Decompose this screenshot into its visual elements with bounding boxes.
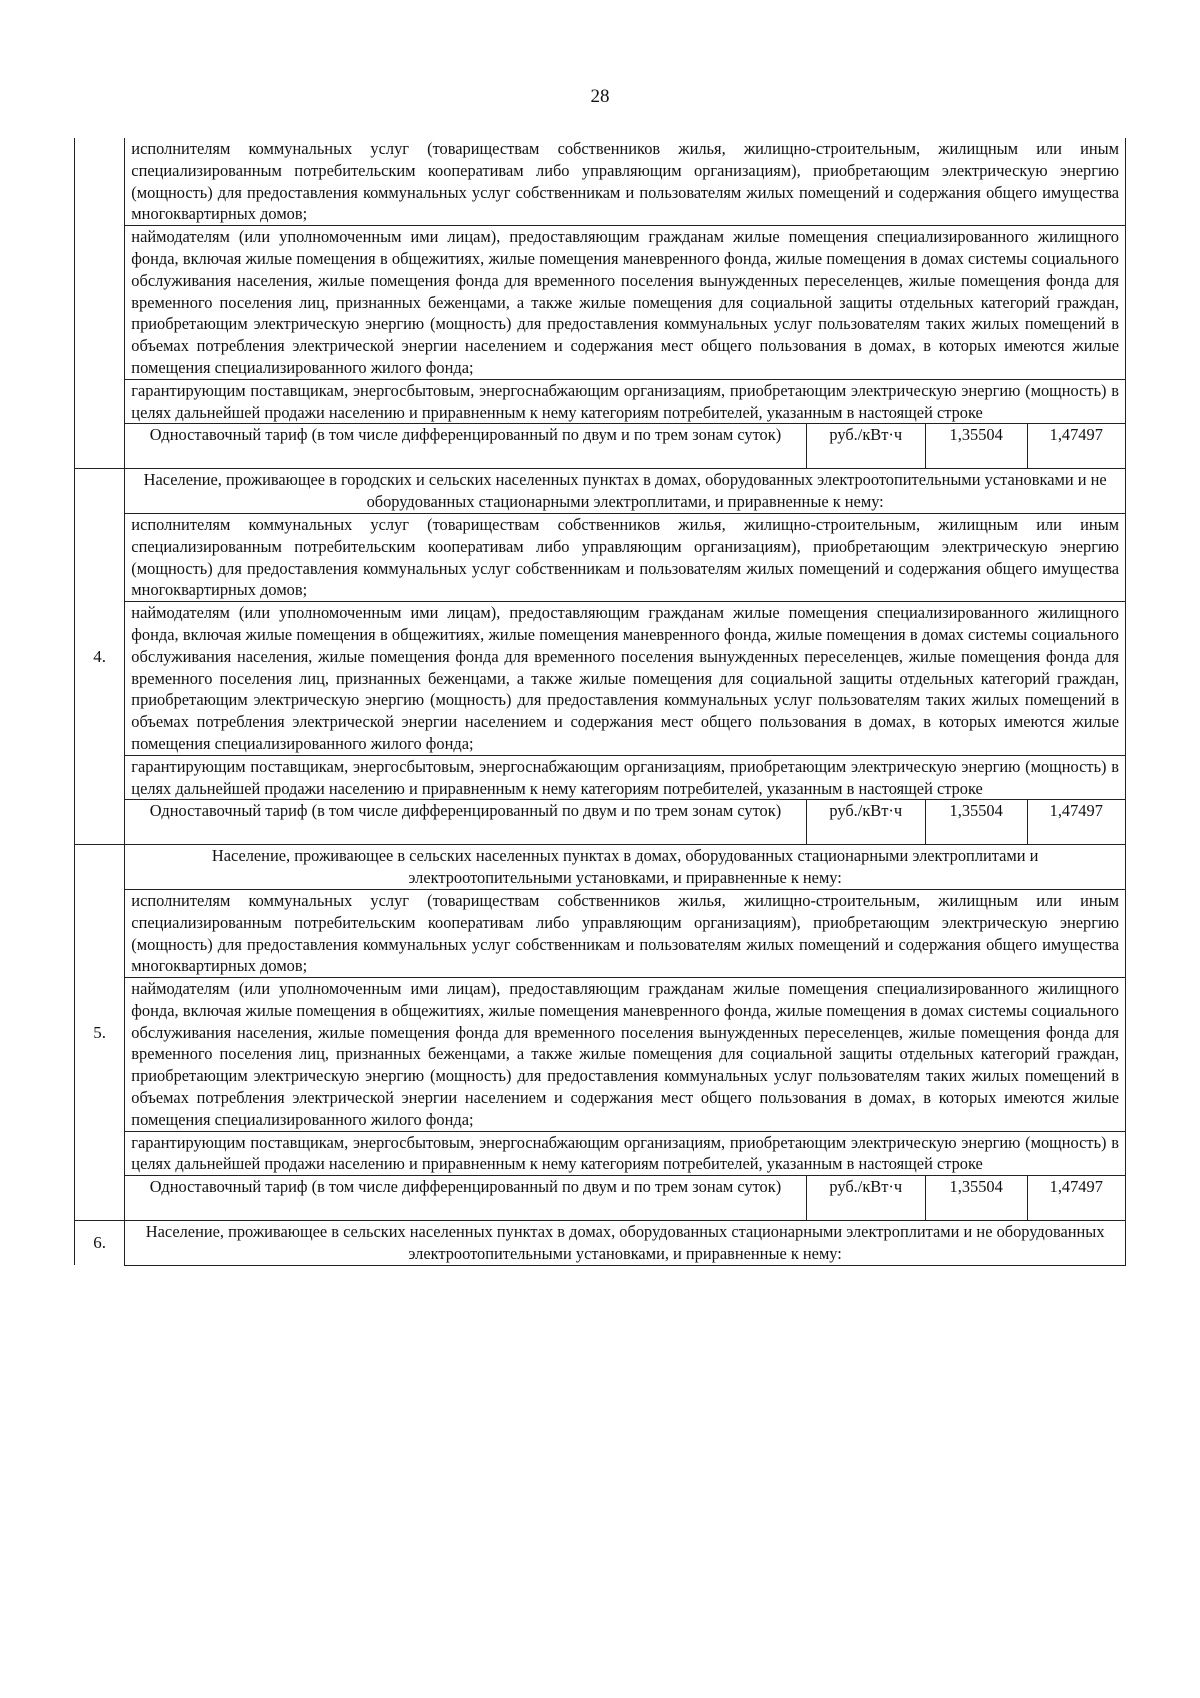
- consumer-group-executors: исполнителям коммунальных услуг (товариществам собственников жилья, жилищно-строительным, жилищным или иным специализированным потребительским кооперативам либо управляющим организациям), приобретающим электрическую энергию (мощность) для предоставления коммунальных услуг собственникам и пользователям жилых помещений и содержания общего имущества многоквартирных домов;: [125, 513, 1126, 601]
- consumer-group-suppliers: гарантирующим поставщикам, энергосбытовым, энергоснабжающим организациям, приобретающим электрическую энергию (мощность) в целях дальнейшей продажи населению и приравненным к нему категориям потребителей, указанным в настоящей строке: [125, 1131, 1126, 1176]
- tariff-value-first-half: 1,35504: [925, 800, 1027, 845]
- table-row: [75, 469, 1126, 514]
- tariff-unit: руб./кВт·ч: [806, 424, 925, 469]
- section-heading: Население, проживающее в сельских населенных пунктах в домах, оборудованных стационарными электроплитами и электроотопительными установками, и приравненные к нему:: [125, 845, 1126, 890]
- tariff-value-first-half: 1,35504: [925, 1176, 1027, 1221]
- consumer-group-executors: исполнителям коммунальных услуг (товариществам собственников жилья, жилищно-строительным, жилищным или иным специализированным потребительским кооперативам либо управляющим организациям), приобретающим электрическую энергию (мощность) для предоставления коммунальных услуг собственникам и пользователям жилых помещений и содержания общего имущества многоквартирных домов;: [125, 889, 1126, 977]
- table-row: [75, 845, 1126, 890]
- consumer-group-suppliers: гарантирующим поставщикам, энергосбытовым, энергоснабжающим организациям, приобретающим электрическую энергию (мощность) в целях дальнейшей продажи населению и приравненным к нему категориям потребителей, указанным в настоящей строке: [125, 379, 1126, 424]
- tariff-value-second-half: 1,47497: [1027, 800, 1125, 845]
- tariff-row: [75, 800, 1126, 845]
- tariff-unit: руб./кВт·ч: [806, 1176, 925, 1221]
- tariff-name: Одноставочный тариф (в том числе дифференцированный по двум и по трем зонам суток): [125, 424, 806, 469]
- tariff-row: [75, 1176, 1126, 1221]
- tariff-table: [74, 138, 1126, 1266]
- table-row: [75, 226, 1126, 380]
- consumer-group-landlords: наймодателям (или уполномоченным ими лицам), предоставляющим гражданам жилые помещения специализированного жилищного фонда, включая жилые помещения в общежитиях, жилые помещения маневренного фонда, жилые помещения в домах системы социального обслуживания населения, жилые помещения фонда для временного поселения вынужденных переселенцев, жилые помещения фонда для временного поселения лиц, признанных беженцами, а также жилые помещения для социальной защиты отдельных категорий граждан, приобретающим электрическую энергию (мощность) для предоставления коммунальных услуг пользователям таких жилых помещений в объемах потребления электрической энергии населением и содержания мест общего пользования в домах, в которых имеются жилые помещения специализированного жилого фонда;: [125, 978, 1126, 1132]
- tariff-unit: руб./кВт·ч: [806, 800, 925, 845]
- table-row: [75, 138, 1126, 226]
- consumer-group-suppliers: гарантирующим поставщикам, энергосбытовым, энергоснабжающим организациям, приобретающим электрическую энергию (мощность) в целях дальнейшей продажи населению и приравненным к нему категориям потребителей, указанным в настоящей строке: [125, 755, 1126, 800]
- table-row: [75, 889, 1126, 977]
- table-row: [75, 513, 1126, 601]
- tariff-name: Одноставочный тариф (в том числе дифференцированный по двум и по трем зонам суток): [125, 800, 806, 845]
- row-number: 6.: [75, 1221, 125, 1266]
- table-row: [75, 602, 1126, 756]
- section-heading: Население, проживающее в сельских населенных пунктах в домах, оборудованных стационарными электроплитами и не оборудованных электроотопительными установками, и приравненные к нему:: [125, 1221, 1126, 1266]
- table-row: [75, 978, 1126, 1132]
- table-row: [75, 1131, 1126, 1176]
- consumer-group-landlords: наймодателям (или уполномоченным ими лицам), предоставляющим гражданам жилые помещения специализированного жилищного фонда, включая жилые помещения в общежитиях, жилые помещения маневренного фонда, жилые помещения в домах системы социального обслуживания населения, жилые помещения фонда для временного поселения вынужденных переселенцев, жилые помещения фонда для временного поселения лиц, признанных беженцами, а также жилые помещения для социальной защиты отдельных категорий граждан, приобретающим электрическую энергию (мощность) для предоставления коммунальных услуг пользователям таких жилых помещений в объемах потребления электрической энергии населением и содержания мест общего пользования в домах, в которых имеются жилые помещения специализированного жилого фонда;: [125, 226, 1126, 380]
- section-heading: Население, проживающее в городских и сельских населенных пунктах в домах, оборудованных электроотопительными установками и не оборудованных стационарными электроплитами, и приравненные к нему:: [125, 469, 1126, 514]
- tariff-row: [75, 424, 1126, 469]
- row-number: 4.: [75, 469, 125, 845]
- tariff-value-second-half: 1,47497: [1027, 424, 1125, 469]
- consumer-group-landlords: наймодателям (или уполномоченным ими лицам), предоставляющим гражданам жилые помещения специализированного жилищного фонда, включая жилые помещения в общежитиях, жилые помещения маневренного фонда, жилые помещения в домах системы социального обслуживания населения, жилые помещения фонда для временного поселения вынужденных переселенцев, жилые помещения фонда для временного поселения лиц, признанных беженцами, а также жилые помещения для социальной защиты отдельных категорий граждан, приобретающим электрическую энергию (мощность) для предоставления коммунальных услуг пользователям таких жилых помещений в объемах потребления электрической энергии населением и содержания мест общего пользования в домах, в которых имеются жилые помещения специализированного жилого фонда;: [125, 602, 1126, 756]
- row-number: 5.: [75, 845, 125, 1221]
- tariff-value-first-half: 1,35504: [925, 424, 1027, 469]
- tariff-value-second-half: 1,47497: [1027, 1176, 1125, 1221]
- page-number: 28: [590, 86, 610, 107]
- table-row: [75, 379, 1126, 424]
- table-row: [75, 755, 1126, 800]
- consumer-group-executors: исполнителям коммунальных услуг (товариществам собственников жилья, жилищно-строительным, жилищным или иным специализированным потребительским кооперативам либо управляющим организациям), приобретающим электрическую энергию (мощность) для предоставления коммунальных услуг собственникам и пользователям жилых помещений и содержания общего имущества многоквартирных домов;: [125, 138, 1126, 226]
- row-number-cell: [75, 138, 125, 469]
- table-row: [75, 1221, 1126, 1266]
- tariff-name: Одноставочный тариф (в том числе дифференцированный по двум и по трем зонам суток): [125, 1176, 806, 1221]
